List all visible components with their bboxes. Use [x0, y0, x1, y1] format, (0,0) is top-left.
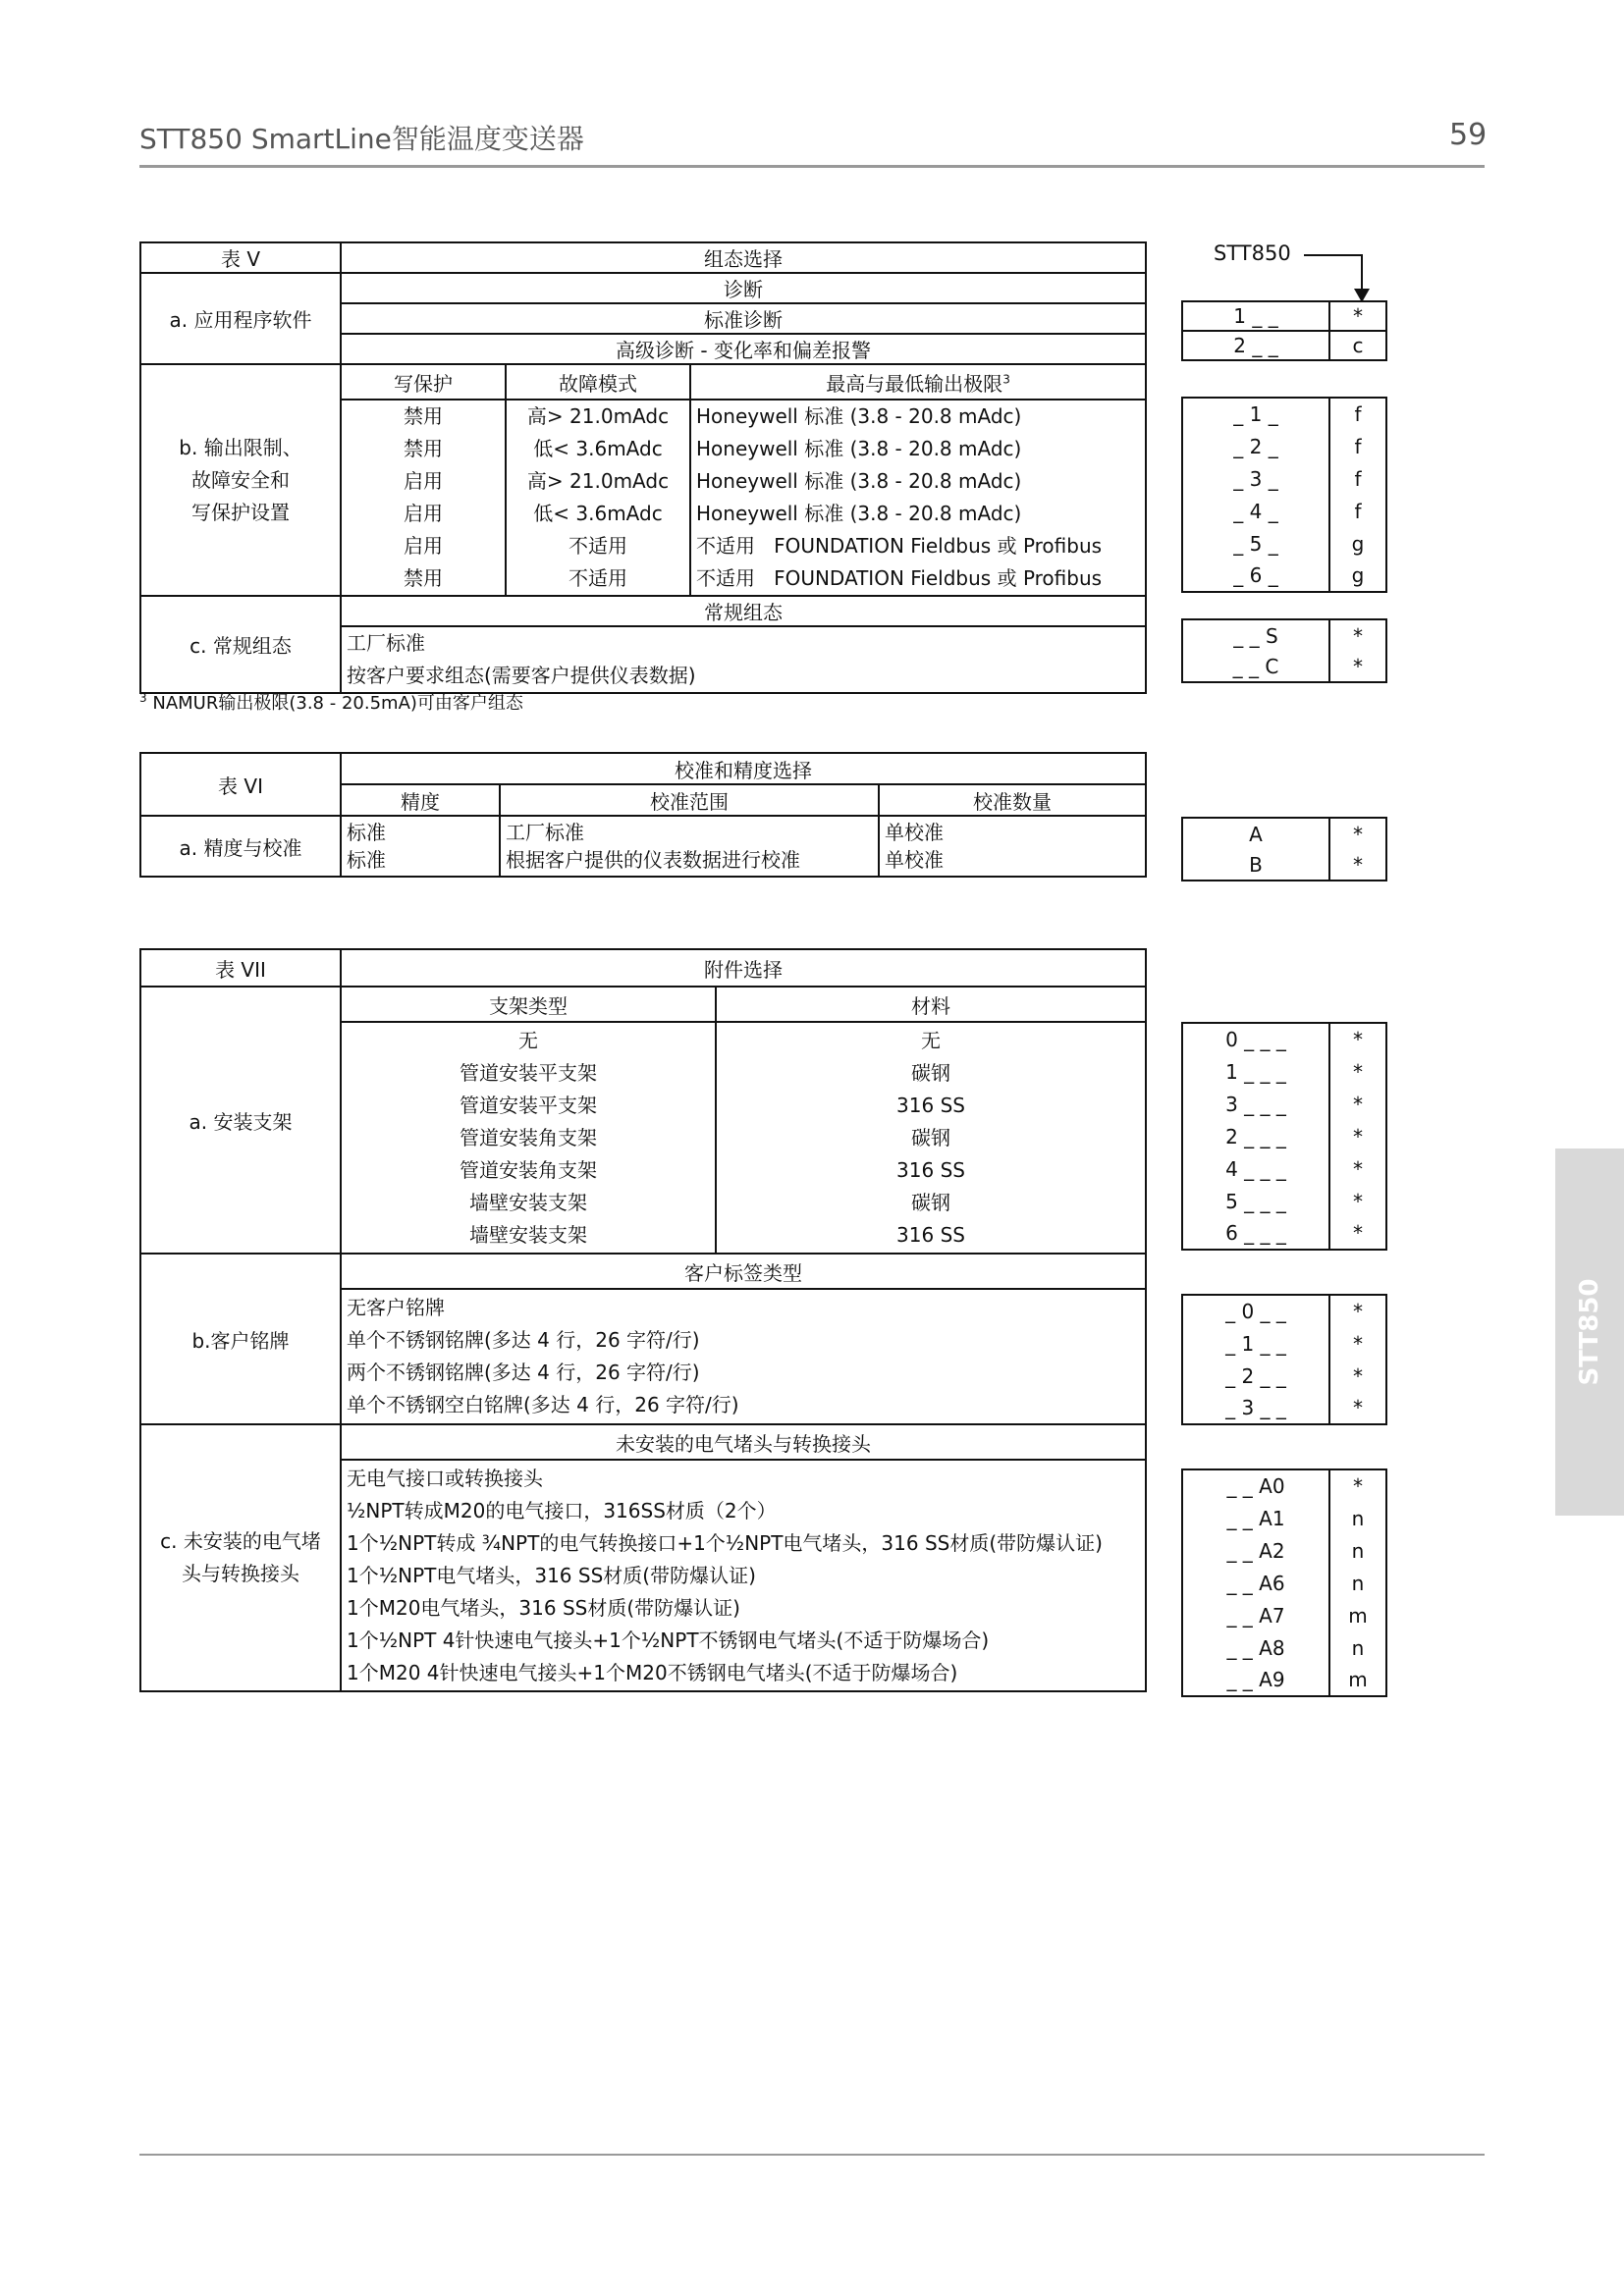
side-section-tab	[1555, 1148, 1624, 1516]
option-code: _ 3 _	[1182, 462, 1329, 495]
option-code: 6 _ _ _	[1182, 1217, 1329, 1250]
column-values: 高> 21.0mAdc 低< 3.6mAdc 高> 21.0mAdc 低< 3.6mAdc 不适用 不适用	[506, 400, 690, 596]
option-code: _ _ A9	[1182, 1664, 1329, 1696]
page-number: 59	[1449, 118, 1488, 152]
option-flag: *	[1329, 1120, 1386, 1152]
option-flag: f	[1329, 398, 1386, 430]
codes-5c	[1181, 618, 1387, 683]
option-code: _ _ A2	[1182, 1534, 1329, 1567]
option-flag: *	[1329, 301, 1386, 331]
column-header: 校准范围	[500, 784, 879, 816]
option-flag: *	[1329, 1088, 1386, 1120]
option-flag: c	[1329, 331, 1386, 360]
option-code: _ 2 _ _	[1182, 1360, 1329, 1392]
option-code: _ _ C	[1182, 651, 1329, 682]
column-values: Honeywell 标准 (3.8 - 20.8 mAdc) Honeywell 标准 (3.8 - 20.8 mAdc) Honeywell 标准 (3.8 - 20.8 mAdc) Honeywell 标准 (3.8 - 20.8 mAdc) 不适用 FOUNDATION Fieldbus 或 Profibus 不适用 FOUNDATION Fieldbus 或 Profibus	[690, 400, 1146, 596]
option-flag: n	[1329, 1631, 1386, 1664]
option-code: 0 _ _ _	[1182, 1023, 1329, 1055]
option-list: 无电气接口或转换接头 ½NPT转成M20的电气接口，316SS材质（2个） 1个½NPT转成 ¾NPT的电气转换接口+1个½NPT电气堵头，316 SS材质(带防爆认证) 1个½NPT电气堵头，316 SS材质(带防爆认证) 1个M20电气堵头，316 SS材质(带防爆认证) 1个½NPT 4针快速电气接头+1个½NPT不锈钢电气堵头(不适于防爆场合) 1个M20 4针快速电气接头+1个M20不锈钢电气堵头(不适于防爆场合)	[341, 1460, 1146, 1691]
row-label-b: b.客户铭牌	[140, 1254, 341, 1424]
option-flag: f	[1329, 462, 1386, 495]
header-rule	[139, 165, 1485, 168]
option-code: 2 _ _ _	[1182, 1120, 1329, 1152]
option-code: 2 _ _	[1182, 331, 1329, 360]
subheading: 未安装的电气堵头与转换接头	[341, 1424, 1146, 1460]
footer-rule	[139, 2154, 1485, 2156]
option-list: 工厂标准 按客户要求组态(需要客户提供仪表数据)	[341, 626, 1146, 693]
option-flag: *	[1329, 1185, 1386, 1217]
footnote: $^3$ NAMUR输出极限(3.8 - 20.5mA)可由客户组态	[139, 691, 523, 714]
column-values: 无 碳钢 316 SS 碳钢 316 SS 碳钢 316 SS	[716, 1022, 1146, 1254]
option-flag: *	[1329, 818, 1386, 849]
row-label-a: a. 精度与校准	[140, 816, 341, 877]
arrow-line	[1361, 254, 1363, 294]
codes-7b	[1181, 1294, 1387, 1425]
option-code: _ 5 _	[1182, 527, 1329, 560]
codes-5b	[1181, 397, 1387, 593]
option-code: _ 1 _	[1182, 398, 1329, 430]
option-flag: *	[1329, 1392, 1386, 1424]
option-code: 4 _ _ _	[1182, 1152, 1329, 1185]
option-flag: f	[1329, 430, 1386, 462]
column-values: 工厂标准 根据客户提供的仪表数据进行校准	[500, 816, 879, 877]
option-code: _ _ A8	[1182, 1631, 1329, 1664]
option-code: _ 1 _ _	[1182, 1327, 1329, 1360]
subheading: 常规组态	[341, 596, 1146, 626]
column-values: 标准 标准	[341, 816, 500, 877]
option-code: 1 _ _ _	[1182, 1055, 1329, 1088]
option-code: _ 6 _	[1182, 560, 1329, 592]
column-values: 单校准 单校准	[879, 816, 1146, 877]
option-code: _ _ A1	[1182, 1502, 1329, 1534]
option-code: _ _ A6	[1182, 1567, 1329, 1599]
option-code: 3 _ _ _	[1182, 1088, 1329, 1120]
option-flag: *	[1329, 651, 1386, 682]
option-code: _ 0 _ _	[1182, 1295, 1329, 1327]
column-header: 故障模式	[506, 364, 690, 400]
table-6	[139, 752, 1147, 878]
row-label-b: b. 输出限制、 故障安全和 写保护设置	[140, 364, 341, 596]
code-label: STT850	[1214, 241, 1291, 265]
option-code: _ _ A7	[1182, 1599, 1329, 1631]
column-values: 无 管道安装平支架 管道安装平支架 管道安装角支架 管道安装角支架 墙壁安装支架 墙壁安装支架	[341, 1022, 716, 1254]
option-flag: *	[1329, 1055, 1386, 1088]
row-label-a: a. 应用程序软件	[140, 273, 341, 364]
option-code: _ _ S	[1182, 619, 1329, 651]
option-cell: 高级诊断 - 变化率和偏差报警	[341, 334, 1146, 364]
row-label-c: c. 未安装的电气堵 头与转换接头	[140, 1424, 341, 1691]
table-label: 表 VI	[140, 753, 341, 816]
option-code: _ 3 _ _	[1182, 1392, 1329, 1424]
arrow-line	[1304, 254, 1363, 256]
document-title: STT850 SmartLine智能温度变送器	[139, 123, 584, 155]
subheading: 诊断	[341, 273, 1146, 303]
option-code: B	[1182, 849, 1329, 881]
column-header: 校准数量	[879, 784, 1146, 816]
table-heading: 附件选择	[341, 949, 1146, 987]
option-flag: f	[1329, 495, 1386, 527]
option-code: A	[1182, 818, 1329, 849]
option-flag: *	[1329, 1295, 1386, 1327]
option-flag: m	[1329, 1599, 1386, 1631]
codes-6a	[1181, 817, 1387, 881]
option-code: _ 4 _	[1182, 495, 1329, 527]
option-flag: *	[1329, 1360, 1386, 1392]
option-flag: g	[1329, 527, 1386, 560]
column-header: 写保护	[341, 364, 506, 400]
option-code: 5 _ _ _	[1182, 1185, 1329, 1217]
option-code: _ _ A0	[1182, 1469, 1329, 1502]
codes-7a	[1181, 1022, 1387, 1251]
option-flag: *	[1329, 1469, 1386, 1502]
column-values: 禁用 禁用 启用 启用 启用 禁用	[341, 400, 506, 596]
side-tab-label: STT850	[1575, 1278, 1604, 1386]
option-code: 1 _ _	[1182, 301, 1329, 331]
option-flag: *	[1329, 1023, 1386, 1055]
row-label-c: c. 常规组态	[140, 596, 341, 693]
option-code: _ 2 _	[1182, 430, 1329, 462]
table-heading: 组态选择	[341, 242, 1146, 273]
option-flag: g	[1329, 560, 1386, 592]
option-list: 无客户铭牌 单个不锈钢铭牌(多达 4 行，26 字符/行) 两个不锈钢铭牌(多达 4 行，26 字符/行) 单个不锈钢空白铭牌(多达 4 行，26 字符/行)	[341, 1289, 1146, 1424]
codes-7c	[1181, 1468, 1387, 1697]
option-flag: *	[1329, 619, 1386, 651]
option-flag: n	[1329, 1567, 1386, 1599]
table-7	[139, 948, 1147, 1692]
row-label-a: a. 安装支架	[140, 987, 341, 1254]
option-flag: *	[1329, 1152, 1386, 1185]
table-label: 表 V	[140, 242, 341, 273]
table-label: 表 VII	[140, 949, 341, 987]
column-header: 精度	[341, 784, 500, 816]
column-header: 最高与最低输出极限$^3$	[690, 364, 1146, 400]
option-flag: *	[1329, 849, 1386, 881]
option-flag: n	[1329, 1534, 1386, 1567]
table-5	[139, 241, 1147, 694]
option-flag: m	[1329, 1664, 1386, 1696]
option-flag: *	[1329, 1327, 1386, 1360]
option-flag: n	[1329, 1502, 1386, 1534]
option-cell: 标准诊断	[341, 303, 1146, 334]
codes-5a	[1181, 300, 1387, 361]
column-header: 材料	[716, 987, 1146, 1022]
column-header: 支架类型	[341, 987, 716, 1022]
subheading: 客户标签类型	[341, 1254, 1146, 1289]
table-heading: 校准和精度选择	[341, 753, 1146, 784]
option-flag: *	[1329, 1217, 1386, 1250]
